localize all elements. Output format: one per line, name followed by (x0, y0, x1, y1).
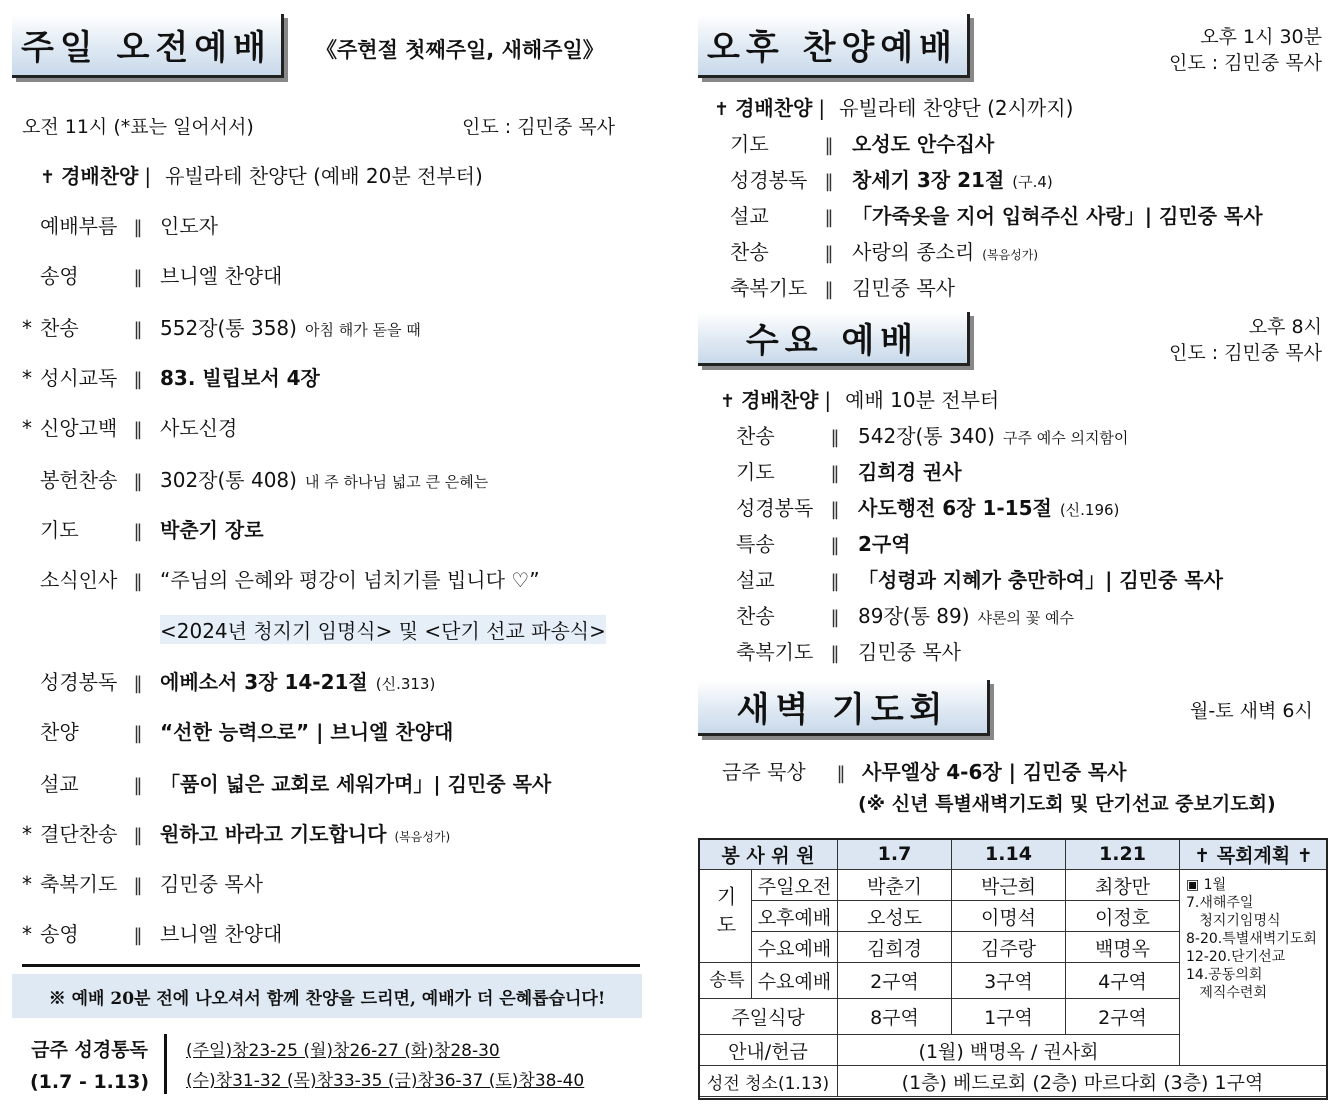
order-value: 에베소서 3장 14-21절 (160, 670, 368, 694)
table-header-date-1: 1.7 (838, 839, 952, 870)
order-value: 브니엘 찬양대 (160, 922, 283, 946)
order-item (22, 918, 282, 947)
separator: ‖ (133, 419, 143, 440)
order-item (22, 210, 218, 239)
table-row: 주일식당 8구역 1구역 2구역 (699, 999, 1328, 1035)
standing-mark: * (22, 922, 32, 946)
separator: ‖ (133, 319, 143, 340)
cross-icon: ✝ (714, 99, 730, 120)
table-row: 기도 주일오전 박춘기 박근희 최창만 ▣ 1월 7.새해주일 청지기임명식 8-20.특별새벽기도회 12-20.단기선교 14.공동의회 제직수련회 (699, 870, 1328, 901)
separator: ‖ (133, 521, 143, 542)
bible-reading-schedule: (주일)창23-25 (월)창26-27 (화)창28-30 (수)창31-32 (목)창33-35 (금)창36-37 (토)창38-40 (186, 1041, 585, 1091)
morning-worship-subtitle: 《주현절 첫째주일, 새해주일》 (316, 38, 604, 62)
order-item (730, 128, 994, 157)
order-value: 「가죽옷을 지어 입혀주신 사랑」| 김민중 목사 (852, 204, 1263, 228)
table-header-date-2: 1.14 (952, 839, 1066, 870)
order-item (736, 636, 961, 665)
separator: ‖ (133, 925, 143, 946)
cross-icon: ✝ (40, 167, 56, 188)
separator: ‖ (133, 875, 143, 896)
separator: ‖ (133, 267, 143, 288)
order-value: 유빌라테 찬양단 (예배 20분 전부터) (165, 164, 483, 188)
table-group-prayer: 기도 (699, 870, 752, 963)
morning-time: 오전 11시 (*표는 일어서서) (22, 116, 254, 138)
service-committee-table (698, 838, 1328, 1097)
order-value: 김민중 목사 (160, 872, 263, 896)
separator: ‖ (830, 571, 840, 592)
wednesday-info: 오후 8시 인도 : 김민중 목사 (1169, 316, 1322, 364)
order-label: 결단찬송 (40, 822, 118, 846)
order-value: “선한 능력으로” | 브니엘 찬양대 (160, 720, 454, 744)
wednesday-worship-title: 수요 예배 (698, 312, 970, 366)
dawn-meditation: 금주 묵상 ‖ 사무엘상 4-6장 | 김민중 목사 (722, 760, 1127, 784)
separator: ‖ (830, 607, 840, 628)
afternoon-worship-title: 오후 찬양예배 (698, 14, 970, 78)
order-value: 83. 빌립보서 4장 (160, 366, 320, 390)
separator: ‖ (824, 207, 834, 228)
separator: ‖ (824, 279, 834, 300)
separator: ‖ (824, 171, 834, 192)
order-item (22, 260, 282, 289)
order-value: 창세기 3장 21절 (852, 168, 1005, 192)
separator: ‖ (133, 471, 143, 492)
table-header-date-3: 1.21 (1066, 839, 1180, 870)
order-label: 설교 (730, 204, 769, 228)
order-item (40, 160, 483, 189)
order-label: 축복기도 (736, 640, 814, 664)
order-label: 소식인사 (40, 568, 118, 592)
order-extra: (복음성가) (982, 248, 1039, 262)
order-item (22, 666, 435, 695)
separator: ‖ (133, 775, 143, 796)
order-item (22, 716, 453, 745)
order-item (22, 818, 450, 847)
table-row: 특송 수요예배 2구역 3구역 4구역 (699, 963, 1328, 999)
order-label: 찬송 (736, 424, 775, 448)
order-label: 신앙고백 (40, 416, 118, 440)
order-extra: 구주 예수 의지함이 (1002, 429, 1129, 447)
order-item (720, 384, 999, 413)
order-label: 송영 (40, 264, 79, 288)
order-value: “주님의 은혜와 평강이 넘치기를 빕니다 ♡” (160, 568, 540, 592)
standing-mark: * (22, 822, 32, 846)
order-label: 설교 (40, 772, 79, 796)
order-label: 기도 (736, 460, 775, 484)
separator: | (144, 164, 152, 188)
divider (22, 964, 640, 967)
order-item (736, 492, 1119, 521)
order-item (22, 312, 421, 341)
order-extra: 내 주 하나님 넓고 큰 은혜는 (304, 473, 489, 491)
order-extra: 아침 해가 돋을 때 (304, 321, 421, 339)
order-item (736, 564, 1223, 593)
table-row: 성전 청소(1.13) (1층) 베드로회 (2층) 마르다회 (3층) 1구역 (699, 1066, 1328, 1097)
separator: ‖ (133, 723, 143, 744)
order-label: 설교 (736, 568, 775, 592)
order-value: 사도행전 6장 1-15절 (858, 496, 1052, 520)
order-item (22, 362, 320, 391)
separator: | (824, 388, 832, 412)
order-item (22, 514, 264, 543)
order-label: 찬송 (736, 604, 775, 628)
order-label: 특송 (736, 532, 775, 556)
table-row: 수요예배 김희경 김주랑 백명옥 (699, 932, 1328, 963)
order-label: 기도 (730, 132, 769, 156)
order-value: 박춘기 장로 (160, 518, 264, 542)
order-label: 성경봉독 (736, 496, 814, 520)
cross-icon: ✝ (720, 391, 736, 412)
dawn-note: (※ 신년 특별새벽기도회 및 단기선교 중보기도회) (858, 793, 1276, 815)
order-item (730, 164, 1053, 193)
standing-mark: * (22, 316, 32, 340)
order-item (730, 200, 1263, 229)
order-value: 89장(통 89) (858, 604, 970, 628)
order-label: 찬송 (730, 240, 769, 264)
separator: | (818, 96, 826, 120)
order-label: 경배찬양 (741, 388, 819, 412)
separator: ‖ (133, 571, 143, 592)
order-item (714, 92, 1073, 121)
standing-mark: * (22, 366, 32, 390)
pastoral-plan: ▣ 1월 7.새해주일 청지기임명식 8-20.특별새벽기도회 12-20.단기선교 14.공동의회 제직수련회 (1180, 870, 1328, 1066)
notice-banner: ※ 예배 20분 전에 나오셔서 함께 찬양을 드리면, 예배가 더 은혜롭습니다! (12, 974, 642, 1018)
order-value: 브니엘 찬양대 (160, 264, 283, 288)
separator: ‖ (824, 135, 834, 156)
order-item (736, 528, 911, 557)
order-item (730, 236, 1038, 265)
morning-leader: 인도 : 김민중 목사 (462, 116, 615, 138)
separator: ‖ (133, 369, 143, 390)
separator: ‖ (830, 463, 840, 484)
order-item (730, 272, 955, 301)
order-value: 김민중 목사 (852, 276, 955, 300)
order-label: 축복기도 (730, 276, 808, 300)
order-value: 인도자 (160, 214, 218, 238)
order-value: 사도신경 (160, 416, 238, 440)
order-label: 경배찬양 (61, 164, 139, 188)
morning-worship-title: 주일 오전예배 (12, 14, 284, 78)
order-item (22, 768, 551, 797)
table-header-plan: ✝ 목회계획 ✝ (1180, 839, 1328, 870)
order-label: 송영 (40, 922, 79, 946)
order-label: 축복기도 (40, 872, 118, 896)
order-value: 사랑의 종소리 (852, 240, 975, 264)
order-item (22, 464, 488, 493)
order-label: 성경봉독 (730, 168, 808, 192)
afternoon-info: 오후 1시 30분 인도 : 김민중 목사 (1169, 26, 1322, 74)
order-label: 찬송 (40, 316, 79, 340)
order-extra: (신.196) (1059, 501, 1120, 519)
order-item (22, 615, 606, 644)
order-item (736, 420, 1128, 449)
order-item (22, 564, 540, 593)
order-value: 542장(통 340) (858, 424, 995, 448)
order-item (22, 412, 237, 441)
order-label: 찬양 (40, 720, 79, 744)
standing-mark: * (22, 872, 32, 896)
dawn-prayer-title: 새벽 기도회 (698, 680, 990, 736)
order-value: 「품이 넓은 교회로 세워가며」| 김민중 목사 (160, 772, 552, 796)
order-extra: (신.313) (375, 675, 436, 693)
order-item (736, 600, 1074, 629)
order-extra: (구.4) (1012, 173, 1053, 191)
order-value: 2구역 (858, 532, 911, 556)
separator: ‖ (133, 825, 143, 846)
order-value: 예배 10분 전부터 (845, 388, 1000, 412)
order-label: 예배부름 (40, 214, 118, 238)
order-value: 552장(통 358) (160, 316, 297, 340)
bible-reading-label: 금주 성경통독 (1.7 - 1.13) (30, 1039, 150, 1093)
separator: ‖ (830, 499, 840, 520)
order-label: 봉헌찬송 (40, 468, 118, 492)
table-group-special: 특송 (699, 963, 752, 999)
separator: ‖ (133, 673, 143, 694)
bible-reading-divider (164, 1034, 167, 1094)
order-value: 김민중 목사 (858, 640, 961, 664)
separator: ‖ (830, 643, 840, 664)
order-item (736, 456, 962, 485)
order-item (22, 868, 263, 897)
order-value: 원하고 바라고 기도합니다 (160, 822, 387, 846)
order-value: <2024년 청지기 임명식> 및 <단기 선교 파송식> (160, 615, 606, 644)
order-label: 기도 (40, 518, 79, 542)
order-label: 경배찬양 (735, 96, 813, 120)
standing-mark: * (22, 416, 32, 440)
order-value: 유빌라테 찬양단 (2시까지) (839, 96, 1074, 120)
separator: ‖ (824, 243, 834, 264)
order-value: 김희경 권사 (858, 460, 962, 484)
order-label: 성경봉독 (40, 670, 118, 694)
order-extra: (복음성가) (394, 830, 451, 844)
order-value: 오성도 안수집사 (852, 132, 995, 156)
separator: ‖ (830, 427, 840, 448)
order-label: 성시교독 (40, 366, 118, 390)
table-header-committee: 봉 사 위 원 (699, 839, 838, 870)
order-value: 「성령과 지혜가 충만하여」| 김민중 목사 (858, 568, 1223, 592)
table-row: 안내/헌금 (1월) 백명옥 / 권사회 (699, 1035, 1328, 1066)
order-extra: 샤론의 꽃 예수 (977, 609, 1074, 627)
order-value: 302장(통 408) (160, 468, 297, 492)
separator: ‖ (133, 217, 143, 238)
dawn-time: 월-토 새벽 6시 (1190, 700, 1313, 722)
separator: ‖ (830, 535, 840, 556)
table-row: 오후예배 오성도 이명석 이정호 (699, 901, 1328, 932)
